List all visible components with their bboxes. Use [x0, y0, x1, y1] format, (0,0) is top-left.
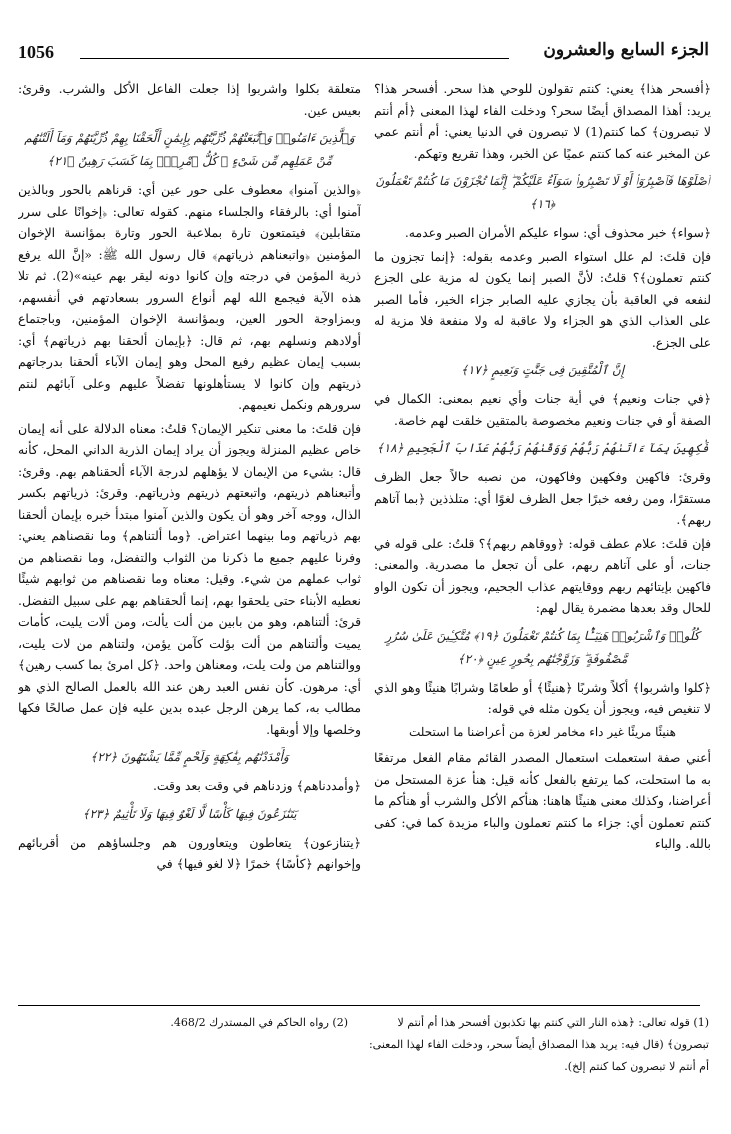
quran-verse: يَتَنَٰزَعُونَ فِيهَا كَأْسًا لَّا لَغْوٌ فِيهَا وَلَا تَأْثِيمٌ ﴿٢٣﴾	[82, 806, 297, 821]
paragraph: ﴿وأمددناهم﴾ وزدناهم في وقت بعد وقت.	[152, 778, 361, 793]
poem-verse: هنيئًا مريئًا غير داء مخامر لعزة من أعراضنا ما استحلت	[409, 724, 676, 739]
paragraph: فإن قلتَ: لم علل استواء الصبر وعدمه بقوله: ﴿إنما تجزون ما كنتم تعملون﴾؟ قلتُ: لأنَّ الصبر إنما يكون له مزية على الجزع لنفعه في العاقبة بأن يجازي عليه الصابر جزاء الخير، فأما الصبر على العذاب الذي هو الجزاء ولا عاقبة له ولا منفعة فلا مزية له على الجزع.	[374, 248, 711, 350]
quran-verse: وَأَمْدَدْنَٰهُم بِفَٰكِهَةٍ وَلَحْمٍ مِّمَّا يَشْتَهُونَ ﴿٢٢﴾	[90, 750, 289, 764]
header-rule	[80, 58, 509, 59]
paragraph: ﴿أفسحر هذا﴾ يعني: كنتم تقولون للوحي هذا سحر. أفسحر هذا؟ يريد: أهذا المصداق أيضًا سحر؟ ودخلت الفاء لهذا المعنى ﴿أم أنتم لا تبصرون﴾ كما كنتم(1) لا تبصرون في الدنيا يعني: أم أنتم عمي عن المخبر عنه كما كنتم عميًا عن الخبر، وهذا تقريع وتهكم.	[374, 81, 711, 161]
paragraph: متعلقة بكلوا واشربوا إذا جعلت الفاعل الأكل والشرب. وقرئ: بعيس عين.	[18, 81, 361, 118]
paragraph: أعني صفة استعملت استعمال المصدر القائم مقام الفعل مرتفعًا به ما استحلت، كما يرتفع بالفعل كأنه قيل: هنأ عزة المستحل من أعراضنا، وكذلك معنى هنيئًا هاهنا: هنأكم الأكل والشرب أو هنأكم ما كنتم تعملون أي: جزاء ما كنتم تعملون والباء مزيدة كما في: كفى بالله. والباء	[374, 750, 711, 851]
quran-verse: ٱصْلَوْهَا فَٱصْبِرُوٓا۟ أَوْ لَا تَصْبِرُوا۟ سَوَآءٌ عَلَيْكُمْ ۖ إِنَّمَا تُجْزَوْنَ مَا كُنتُمْ تَعْمَلُونَ ﴿١٦﴾	[375, 174, 710, 211]
part-title: الجزء السابع والعشرون	[543, 40, 709, 60]
right-column	[374, 78, 711, 998]
paragraph: فإن قلتَ: علام عطف قوله: ﴿ووقاهم ربهم﴾؟ قلتُ: على قوله في جنات، أو على آتاهم ربهم، على أن تجعل ما مصدرية. والمعنى: فاكهين بإيتائهم ربهم ووقايتهم عذاب الجحيم، ويجوز أن تكون الواو للحال وقد بعدها مضمرة يقال لهم:	[374, 535, 711, 615]
paragraph: ﴿في جنات ونعيم﴾ في أية جنات وأي نعيم بمعنى: الكمال في الصفة أو في جنات ونعيم مخصوصة بالمتقين خلقت لهم خاصة.	[374, 391, 711, 428]
footnote-rule	[18, 1005, 700, 1006]
footnote-2: (2) رواه الحاكم في المستدرك 468/2.	[170, 1016, 348, 1029]
quran-verse: إِنَّ ٱلْمُتَّقِينَ فِى جَنَّٰتٍ وَنَعِيمٍ ﴿١٧﴾	[460, 363, 625, 377]
footnote-1: (1) قوله تعالى: ﴿هذه النار التي كنتم بها تكذبون أفسحر هذا أم أنتم لا تبصرون﴾ (قال فيه: يريد هذا المصداق أيضاً سحر، ودخلت الفاء لهذا المعنى: أم أنتم لا تبصرون كما كنتم إلخ).	[368, 1016, 709, 1073]
quran-verse: فَٰكِهِينَ بِمَآ ءَاتَىٰهُمْ رَبُّهُمْ وَوَقَىٰهُمْ رَبُّهُمْ عَذَابَ ٱلْجَحِيمِ ﴿١٨﴾	[376, 441, 709, 455]
quran-verse: وَٱلَّذِينَ ءَامَنُوا۟ وَٱتَّبَعَتْهُمْ ذُرِّيَّتُهُم بِإِيمَٰنٍ أَلْحَقْنَا بِهِمْ ذُرِّيَّتَهُمْ وَمَآ أَلَتْنَٰهُم مِّنْ عَمَلِهِم مِّن شَىْءٍ ۚ كُلُّ ٱمْرِئٍۭ بِمَا كَسَبَ رَهِينٌ ﴿٢١﴾	[24, 131, 355, 168]
paragraph: فإن قلتَ: ما معنى تنكير الإيمان؟ قلتُ: معناه الدلالة على أنه إيمان خاص عظيم المنزلة ويجوز أن يراد إيمان الذرية الداني المحل، كأنه قال: بشيء من الإيمان لا يؤهلهم لدرجة الآباء ألحقناهم بهم. وقرئ: وأتبعناهم ذريتهم، واتبعتهم ذريتهم وذرياتهم. وقرئ: ذرياتهم بكسر الذال، ووجه آخر وهو أن يكون والذين آمنوا مبتدأ خبره بإيمان ألحقنا بهم ذرياتهم وما بينهما اعتراض. ﴿وما ألتناهم﴾ وما نقصناهم يعني: وفرنا عليهم جميع ما ذكرنا من الثواب والتفضل، وما نقصناهم من ثواب عملهم من شيء. وقيل: معناه وما نقصناهم من ثوابهم شيئًا نعطيه الأبناء حتى يلحقوا بهم، إنما ألحقناهم بهم على سبيل التفضل. قرئ: ألتناهم، وهو من بابين من ألت يألت، ومن ألات يليت، كأمات يميت وألتناهم من ألت بؤلت كآمن يؤمن، ولتناهم من لات يليت، ووالتناهم من ولت يلت، ومعناهن واحد. ﴿كل امرئ بما كسب رهين﴾ أي: مرهون. كأن نفس العبد رهن عند الله بالعمل الصالح الذي هو مطالب به، كما يرهن الرجل عبده بدين عليه فإن عمل صالحًا فكها وخلصها وإلا أوبقها.	[18, 420, 361, 737]
page-header	[18, 38, 709, 68]
quran-verse: كُلُوا۟ وَٱشْرَبُوا۟ هَنِيٓـًٔۢا بِمَا كُنتُمْ تَعْمَلُونَ ﴿١٩﴾ مُتَّكِـِٔينَ عَلَىٰ سُرُرٍ مَّصْفُوفَةٍ ۖ وَزَوَّجْنَٰهُم بِحُورٍ عِينٍ ﴿٢٠﴾	[385, 628, 700, 666]
paragraph: وقرئ: فاكهين وفكهين وفاكهون، من نصبه حالاً جعل الظرف مستقرًا، ومن رفعه خبرًا جعل الظرف لغوًا أي: متلذذين ﴿بما آتاهم ربهم﴾.	[374, 469, 711, 527]
page-number: 1056	[18, 42, 54, 62]
paragraph: ﴿كلوا واشربوا﴾ أكلاً وشربًا ﴿هنيئًا﴾ أو طعامًا وشرابًا هنيئًا وهو الذي لا تنغيص فيه، ويجوز أن يكون مثله في قوله:	[374, 679, 711, 716]
left-column	[18, 78, 361, 998]
paragraph: ﴿يتنازعون﴾ يتعاطون ويتعاورون هم وجلساؤهم من أقربائهم وإخوانهم ﴿كأسًا﴾ خمرًا ﴿لا لغو فيها﴾ في	[18, 834, 361, 871]
paragraph: ﴿سواء﴾ خبر محذوف أي: سواء عليكم الأمران الصبر وعدمه.	[404, 225, 711, 240]
paragraph: ﴿والذين آمنوا﴾ معطوف على حور عين أي: قرناهم بالحور وبالذين آمنوا أي: بالرفقاء والجلساء منهم. كقوله تعالى: ﴿إخوانًا على سرر متقابلين﴾ فيتمتعون تارة بملاعبة الحور وتارة بمؤانسة الإخوان المؤمنين ﴿واتبعناهم ذرياتهم﴾ قال رسول الله ﷺ: «إنَّ الله يرفع ذرية المؤمن في درجته وإن كانوا دونه ليقر بهم عينه»(2). ثم تلا هذه الآية فيجمع الله لهم أنواع السرور بسعادتهم في أنفسهم، وبمزاوجة الحور العين، وبمؤانسة الإخوان المؤمنين، وباجتماع أولادهم ونسلهم بهم، ثم قال: ﴿بإيمان ألحقنا بهم ذرياتهم﴾ أي: بسبب إيمان عظيم رفيع المحل وهو إيمان الآباء ألحقنا بدرجاتهم ذريتهم وإن كانوا لا يستأهلونها تفضلاً عليهم وعلى آبائهم لنتم سرورهم ونكمل نعيمهم.	[18, 182, 361, 412]
